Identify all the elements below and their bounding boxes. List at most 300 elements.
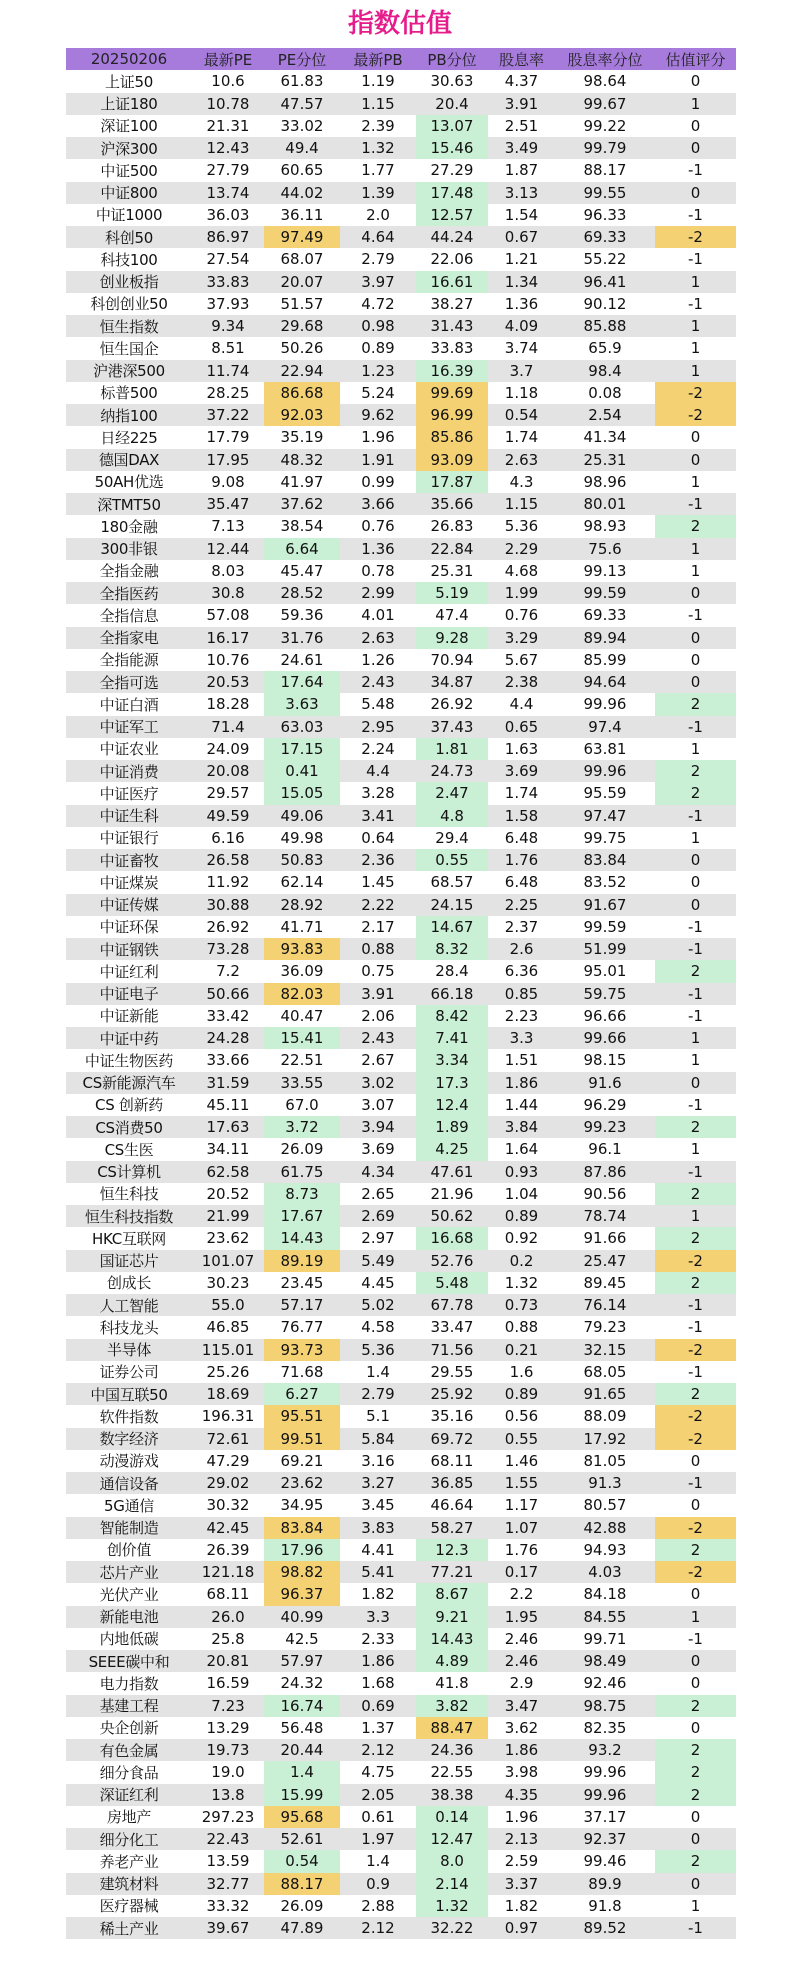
pe-percentile-cell: 76.77 [264, 1316, 340, 1338]
table-row [66, 182, 736, 204]
pb-percentile-cell: 35.66 [416, 493, 488, 515]
latest-pb-cell: 1.36 [340, 538, 416, 560]
pe-percentile-cell: 16.74 [264, 1695, 340, 1717]
dividend-percentile-cell: 4.03 [555, 1561, 655, 1583]
pb-percentile-cell: 77.21 [416, 1561, 488, 1583]
pe-percentile-cell: 95.68 [264, 1806, 340, 1828]
latest-pb-cell: 1.37 [340, 1717, 416, 1739]
dividend-yield-cell: 2.13 [488, 1828, 555, 1850]
table-row [66, 449, 736, 471]
dividend-yield-cell: 5.36 [488, 515, 555, 537]
latest-pe-cell: 21.31 [192, 115, 264, 137]
valuation-score-cell: -1 [655, 1472, 736, 1494]
dividend-yield-cell: 4.3 [488, 471, 555, 493]
pb-percentile-cell: 5.19 [416, 582, 488, 604]
dividend-yield-cell: 0.88 [488, 1316, 555, 1338]
latest-pb-cell: 0.98 [340, 315, 416, 337]
dividend-yield-cell: 0.92 [488, 1227, 555, 1249]
pb-percentile-cell: 0.55 [416, 849, 488, 871]
table-row [66, 1695, 736, 1717]
dividend-yield-cell: 2.63 [488, 449, 555, 471]
table-row [66, 1828, 736, 1850]
latest-pe-cell: 297.23 [192, 1806, 264, 1828]
pe-percentile-cell: 93.73 [264, 1339, 340, 1361]
index-name-cell: 恒生科技指数 [66, 1205, 192, 1227]
dividend-percentile-cell: 92.46 [555, 1672, 655, 1694]
dividend-yield-cell: 0.89 [488, 1383, 555, 1405]
pe-percentile-cell: 96.37 [264, 1583, 340, 1605]
dividend-yield-cell: 3.29 [488, 627, 555, 649]
pb-percentile-cell: 16.39 [416, 360, 488, 382]
dividend-yield-cell: 1.76 [488, 1539, 555, 1561]
dividend-yield-cell: 4.09 [488, 315, 555, 337]
table-row [66, 693, 736, 715]
dividend-yield-cell: 0.73 [488, 1294, 555, 1316]
latest-pb-cell: 5.1 [340, 1405, 416, 1427]
pb-percentile-cell: 24.15 [416, 894, 488, 916]
valuation-score-cell: -2 [655, 1517, 736, 1539]
pe-percentile-cell: 28.92 [264, 894, 340, 916]
pb-percentile-cell: 29.55 [416, 1361, 488, 1383]
latest-pe-cell: 55.0 [192, 1294, 264, 1316]
valuation-score-cell: 1 [655, 337, 736, 359]
table-row [66, 827, 736, 849]
pb-percentile-cell: 4.8 [416, 805, 488, 827]
pe-percentile-cell: 60.65 [264, 159, 340, 181]
table-row [66, 1072, 736, 1094]
pb-percentile-cell: 17.3 [416, 1072, 488, 1094]
pe-percentile-cell: 42.5 [264, 1628, 340, 1650]
dividend-yield-cell: 1.76 [488, 849, 555, 871]
table-row [66, 1761, 736, 1783]
pb-percentile-cell: 41.8 [416, 1672, 488, 1694]
pe-percentile-cell: 0.54 [264, 1850, 340, 1872]
valuation-score-cell: 0 [655, 849, 736, 871]
index-name-cell: 恒生国企 [66, 337, 192, 359]
valuation-score-cell: 0 [655, 1072, 736, 1094]
latest-pe-cell: 37.22 [192, 404, 264, 426]
table-body [66, 70, 736, 1939]
pb-percentile-cell: 22.06 [416, 248, 488, 270]
valuation-score-cell: -1 [655, 248, 736, 270]
latest-pe-cell: 6.16 [192, 827, 264, 849]
pb-percentile-cell: 71.56 [416, 1339, 488, 1361]
table-row [66, 649, 736, 671]
header-pe-percentile: PE分位 [264, 48, 340, 70]
dividend-yield-cell: 1.74 [488, 782, 555, 804]
dividend-percentile-cell: 99.13 [555, 560, 655, 582]
valuation-score-cell: -1 [655, 604, 736, 626]
latest-pe-cell: 33.66 [192, 1049, 264, 1071]
pb-percentile-cell: 38.38 [416, 1784, 488, 1806]
latest-pe-cell: 12.43 [192, 137, 264, 159]
table-row [66, 271, 736, 293]
latest-pe-cell: 25.8 [192, 1628, 264, 1650]
valuation-score-cell: 0 [655, 1583, 736, 1605]
pe-percentile-cell: 51.57 [264, 293, 340, 315]
table-row [66, 1472, 736, 1494]
table-row [66, 894, 736, 916]
valuation-score-cell: -2 [655, 1339, 736, 1361]
latest-pe-cell: 12.44 [192, 538, 264, 560]
dividend-yield-cell: 0.67 [488, 226, 555, 248]
dividend-percentile-cell: 98.75 [555, 1695, 655, 1717]
valuation-score-cell: 2 [655, 782, 736, 804]
table-row [66, 1806, 736, 1828]
index-name-cell: 基建工程 [66, 1695, 192, 1717]
dividend-percentile-cell: 69.33 [555, 604, 655, 626]
index-name-cell: 全指金融 [66, 560, 192, 582]
pe-percentile-cell: 20.07 [264, 271, 340, 293]
latest-pe-cell: 16.17 [192, 627, 264, 649]
valuation-score-cell: 1 [655, 1895, 736, 1917]
pb-percentile-cell: 12.47 [416, 1828, 488, 1850]
pb-percentile-cell: 67.78 [416, 1294, 488, 1316]
valuation-score-cell: 2 [655, 1850, 736, 1872]
pe-percentile-cell: 23.62 [264, 1472, 340, 1494]
index-name-cell: 中证电子 [66, 983, 192, 1005]
dividend-yield-cell: 1.15 [488, 493, 555, 515]
dividend-yield-cell: 0.56 [488, 1405, 555, 1427]
dividend-percentile-cell: 99.96 [555, 693, 655, 715]
dividend-percentile-cell: 85.88 [555, 315, 655, 337]
valuation-score-cell: 1 [655, 1606, 736, 1628]
dividend-percentile-cell: 98.49 [555, 1650, 655, 1672]
dividend-yield-cell: 1.96 [488, 1806, 555, 1828]
pe-percentile-cell: 26.09 [264, 1138, 340, 1160]
header-latest-pb: 最新PB [340, 48, 416, 70]
index-name-cell: 证券公司 [66, 1361, 192, 1383]
index-name-cell: 通信设备 [66, 1472, 192, 1494]
latest-pe-cell: 13.8 [192, 1784, 264, 1806]
latest-pe-cell: 13.59 [192, 1850, 264, 1872]
pb-percentile-cell: 96.99 [416, 404, 488, 426]
valuation-score-cell: -2 [655, 404, 736, 426]
valuation-score-cell: -1 [655, 159, 736, 181]
pe-percentile-cell: 3.72 [264, 1116, 340, 1138]
pe-percentile-cell: 83.84 [264, 1517, 340, 1539]
pe-percentile-cell: 48.32 [264, 449, 340, 471]
dividend-yield-cell: 4.37 [488, 70, 555, 92]
dividend-yield-cell: 0.85 [488, 983, 555, 1005]
latest-pe-cell: 8.51 [192, 337, 264, 359]
index-name-cell: 中证环保 [66, 916, 192, 938]
latest-pe-cell: 26.58 [192, 849, 264, 871]
latest-pe-cell: 72.61 [192, 1428, 264, 1450]
valuation-score-cell: 0 [655, 1806, 736, 1828]
latest-pb-cell: 2.67 [340, 1049, 416, 1071]
dividend-yield-cell: 3.37 [488, 1873, 555, 1895]
pe-percentile-cell: 92.03 [264, 404, 340, 426]
dividend-yield-cell: 1.82 [488, 1895, 555, 1917]
pe-percentile-cell: 49.06 [264, 805, 340, 827]
latest-pe-cell: 20.53 [192, 671, 264, 693]
latest-pb-cell: 3.02 [340, 1072, 416, 1094]
pe-percentile-cell: 34.95 [264, 1494, 340, 1516]
latest-pe-cell: 13.74 [192, 182, 264, 204]
index-name-cell: 5G通信 [66, 1494, 192, 1516]
table-row [66, 1895, 736, 1917]
pb-percentile-cell: 44.24 [416, 226, 488, 248]
valuation-score-cell: -1 [655, 916, 736, 938]
table-row [66, 738, 736, 760]
index-name-cell: 沪港深500 [66, 360, 192, 382]
latest-pe-cell: 45.11 [192, 1094, 264, 1116]
table-row [66, 938, 736, 960]
dividend-yield-cell: 1.99 [488, 582, 555, 604]
index-name-cell: 中证医疗 [66, 782, 192, 804]
pe-percentile-cell: 23.45 [264, 1272, 340, 1294]
dividend-percentile-cell: 91.65 [555, 1383, 655, 1405]
valuation-score-cell: -1 [655, 805, 736, 827]
dividend-yield-cell: 1.87 [488, 159, 555, 181]
latest-pb-cell: 2.24 [340, 738, 416, 760]
pb-percentile-cell: 50.62 [416, 1205, 488, 1227]
latest-pe-cell: 20.81 [192, 1650, 264, 1672]
index-name-cell: 有色金属 [66, 1739, 192, 1761]
pb-percentile-cell: 9.21 [416, 1606, 488, 1628]
latest-pb-cell: 1.4 [340, 1361, 416, 1383]
latest-pb-cell: 1.82 [340, 1583, 416, 1605]
dividend-percentile-cell: 92.37 [555, 1828, 655, 1850]
dividend-yield-cell: 1.55 [488, 1472, 555, 1494]
table-row [66, 1672, 736, 1694]
dividend-yield-cell: 0.54 [488, 404, 555, 426]
pb-percentile-cell: 14.43 [416, 1628, 488, 1650]
latest-pb-cell: 4.75 [340, 1761, 416, 1783]
latest-pe-cell: 101.07 [192, 1250, 264, 1272]
dividend-percentile-cell: 65.9 [555, 337, 655, 359]
dividend-yield-cell: 3.49 [488, 137, 555, 159]
latest-pb-cell: 3.66 [340, 493, 416, 515]
pb-percentile-cell: 2.14 [416, 1873, 488, 1895]
table-row [66, 1161, 736, 1183]
dividend-percentile-cell: 41.34 [555, 426, 655, 448]
latest-pe-cell: 73.28 [192, 938, 264, 960]
valuation-score-cell: 1 [655, 738, 736, 760]
dividend-yield-cell: 1.6 [488, 1361, 555, 1383]
latest-pb-cell: 0.89 [340, 337, 416, 359]
index-name-cell: 新能电池 [66, 1606, 192, 1628]
dividend-percentile-cell: 98.93 [555, 515, 655, 537]
table-header-row [66, 48, 736, 70]
latest-pb-cell: 2.79 [340, 1383, 416, 1405]
pe-percentile-cell: 3.63 [264, 693, 340, 715]
dividend-yield-cell: 1.74 [488, 426, 555, 448]
table-row [66, 538, 736, 560]
dividend-yield-cell: 3.62 [488, 1717, 555, 1739]
latest-pb-cell: 2.69 [340, 1205, 416, 1227]
dividend-yield-cell: 3.84 [488, 1116, 555, 1138]
index-name-cell: 中证煤炭 [66, 871, 192, 893]
valuation-score-cell: 1 [655, 271, 736, 293]
index-name-cell: 300非银 [66, 538, 192, 560]
valuation-score-cell: -1 [655, 983, 736, 1005]
pe-percentile-cell: 14.43 [264, 1227, 340, 1249]
valuation-score-cell: 1 [655, 1205, 736, 1227]
latest-pe-cell: 27.54 [192, 248, 264, 270]
pe-percentile-cell: 62.14 [264, 871, 340, 893]
latest-pe-cell: 16.59 [192, 1672, 264, 1694]
dividend-percentile-cell: 93.2 [555, 1739, 655, 1761]
dividend-percentile-cell: 99.96 [555, 1784, 655, 1806]
latest-pe-cell: 10.76 [192, 649, 264, 671]
dividend-percentile-cell: 98.96 [555, 471, 655, 493]
valuation-score-cell: 0 [655, 1672, 736, 1694]
latest-pe-cell: 26.0 [192, 1606, 264, 1628]
latest-pb-cell: 1.45 [340, 871, 416, 893]
latest-pe-cell: 33.83 [192, 271, 264, 293]
pe-percentile-cell: 41.97 [264, 471, 340, 493]
pe-percentile-cell: 86.68 [264, 382, 340, 404]
table-row [66, 916, 736, 938]
pb-percentile-cell: 1.89 [416, 1116, 488, 1138]
page-title: 指数估值 [347, 9, 452, 39]
pe-percentile-cell: 57.17 [264, 1294, 340, 1316]
index-name-cell: 中证军工 [66, 716, 192, 738]
table-row [66, 1316, 736, 1338]
dividend-percentile-cell: 80.01 [555, 493, 655, 515]
dividend-percentile-cell: 25.47 [555, 1250, 655, 1272]
pb-percentile-cell: 93.09 [416, 449, 488, 471]
pb-percentile-cell: 4.25 [416, 1138, 488, 1160]
latest-pb-cell: 2.43 [340, 1027, 416, 1049]
pb-percentile-cell: 16.68 [416, 1227, 488, 1249]
pe-percentile-cell: 24.32 [264, 1672, 340, 1694]
index-name-cell: 全指医药 [66, 582, 192, 604]
pe-percentile-cell: 6.27 [264, 1383, 340, 1405]
latest-pb-cell: 2.65 [340, 1183, 416, 1205]
valuation-score-cell: 2 [655, 760, 736, 782]
valuation-score-cell: 0 [655, 70, 736, 92]
latest-pb-cell: 5.84 [340, 1428, 416, 1450]
table-row [66, 115, 736, 137]
table-row [66, 515, 736, 537]
pe-percentile-cell: 22.94 [264, 360, 340, 382]
dividend-percentile-cell: 96.41 [555, 271, 655, 293]
index-name-cell: 人工智能 [66, 1294, 192, 1316]
pe-percentile-cell: 17.15 [264, 738, 340, 760]
dividend-percentile-cell: 84.55 [555, 1606, 655, 1628]
table-row [66, 137, 736, 159]
latest-pe-cell: 32.77 [192, 1873, 264, 1895]
dividend-yield-cell: 1.36 [488, 293, 555, 315]
valuation-score-cell: -1 [655, 293, 736, 315]
latest-pe-cell: 28.25 [192, 382, 264, 404]
valuation-score-cell: 0 [655, 449, 736, 471]
dividend-yield-cell: 3.3 [488, 1027, 555, 1049]
dividend-yield-cell: 5.67 [488, 649, 555, 671]
latest-pe-cell: 57.08 [192, 604, 264, 626]
pb-percentile-cell: 24.36 [416, 1739, 488, 1761]
table-row [66, 1539, 736, 1561]
table-row [66, 782, 736, 804]
table-row [66, 760, 736, 782]
pe-percentile-cell: 31.76 [264, 627, 340, 649]
pb-percentile-cell: 12.3 [416, 1539, 488, 1561]
pe-percentile-cell: 1.4 [264, 1761, 340, 1783]
table-row [66, 204, 736, 226]
pe-percentile-cell: 26.09 [264, 1895, 340, 1917]
pe-percentile-cell: 61.75 [264, 1161, 340, 1183]
dividend-percentile-cell: 96.66 [555, 1005, 655, 1027]
table-row [66, 1250, 736, 1272]
latest-pb-cell: 4.72 [340, 293, 416, 315]
table-row [66, 1383, 736, 1405]
latest-pe-cell: 34.11 [192, 1138, 264, 1160]
index-name-cell: CS消费50 [66, 1116, 192, 1138]
dividend-percentile-cell: 96.29 [555, 1094, 655, 1116]
dividend-percentile-cell: 82.35 [555, 1717, 655, 1739]
dividend-percentile-cell: 96.1 [555, 1138, 655, 1160]
dividend-percentile-cell: 98.64 [555, 70, 655, 92]
index-name-cell: 中证消费 [66, 760, 192, 782]
dividend-yield-cell: 1.46 [488, 1450, 555, 1472]
index-name-cell: 恒生指数 [66, 315, 192, 337]
pe-percentile-cell: 15.05 [264, 782, 340, 804]
latest-pb-cell: 5.24 [340, 382, 416, 404]
dividend-yield-cell: 2.29 [488, 538, 555, 560]
dividend-percentile-cell: 98.15 [555, 1049, 655, 1071]
index-name-cell: 全指能源 [66, 649, 192, 671]
latest-pe-cell: 50.66 [192, 983, 264, 1005]
pb-percentile-cell: 16.61 [416, 271, 488, 293]
valuation-score-cell: 1 [655, 827, 736, 849]
index-name-cell: HKC互联网 [66, 1227, 192, 1249]
latest-pe-cell: 30.32 [192, 1494, 264, 1516]
index-name-cell: 科创创业50 [66, 293, 192, 315]
pe-percentile-cell: 98.82 [264, 1561, 340, 1583]
table-row [66, 871, 736, 893]
pe-percentile-cell: 33.02 [264, 115, 340, 137]
latest-pe-cell: 20.52 [192, 1183, 264, 1205]
pb-percentile-cell: 36.85 [416, 1472, 488, 1494]
latest-pb-cell: 2.63 [340, 627, 416, 649]
latest-pb-cell: 4.01 [340, 604, 416, 626]
pb-percentile-cell: 1.81 [416, 738, 488, 760]
header-dividend-yield: 股息率 [488, 48, 555, 70]
latest-pe-cell: 86.97 [192, 226, 264, 248]
table-row [66, 1606, 736, 1628]
dividend-percentile-cell: 17.92 [555, 1428, 655, 1450]
table-row [66, 1628, 736, 1650]
pb-percentile-cell: 66.18 [416, 983, 488, 1005]
dividend-yield-cell: 1.21 [488, 248, 555, 270]
latest-pb-cell: 5.36 [340, 1339, 416, 1361]
pb-percentile-cell: 69.72 [416, 1428, 488, 1450]
pe-percentile-cell: 45.47 [264, 560, 340, 582]
latest-pb-cell: 2.22 [340, 894, 416, 916]
index-name-cell: 养老产业 [66, 1850, 192, 1872]
dividend-percentile-cell: 32.15 [555, 1339, 655, 1361]
valuation-score-cell: 1 [655, 1138, 736, 1160]
valuation-score-cell: 2 [655, 1761, 736, 1783]
pb-percentile-cell: 27.29 [416, 159, 488, 181]
pb-percentile-cell: 30.63 [416, 70, 488, 92]
dividend-percentile-cell: 97.4 [555, 716, 655, 738]
latest-pb-cell: 5.41 [340, 1561, 416, 1583]
table-row [66, 1183, 736, 1205]
valuation-score-cell: 1 [655, 1049, 736, 1071]
valuation-score-cell: -1 [655, 1094, 736, 1116]
dividend-percentile-cell: 37.17 [555, 1806, 655, 1828]
dividend-percentile-cell: 99.67 [555, 93, 655, 115]
table-row [66, 627, 736, 649]
index-name-cell: 深证红利 [66, 1784, 192, 1806]
pb-percentile-cell: 3.82 [416, 1695, 488, 1717]
latest-pb-cell: 2.12 [340, 1917, 416, 1939]
index-name-cell: 纳指100 [66, 404, 192, 426]
